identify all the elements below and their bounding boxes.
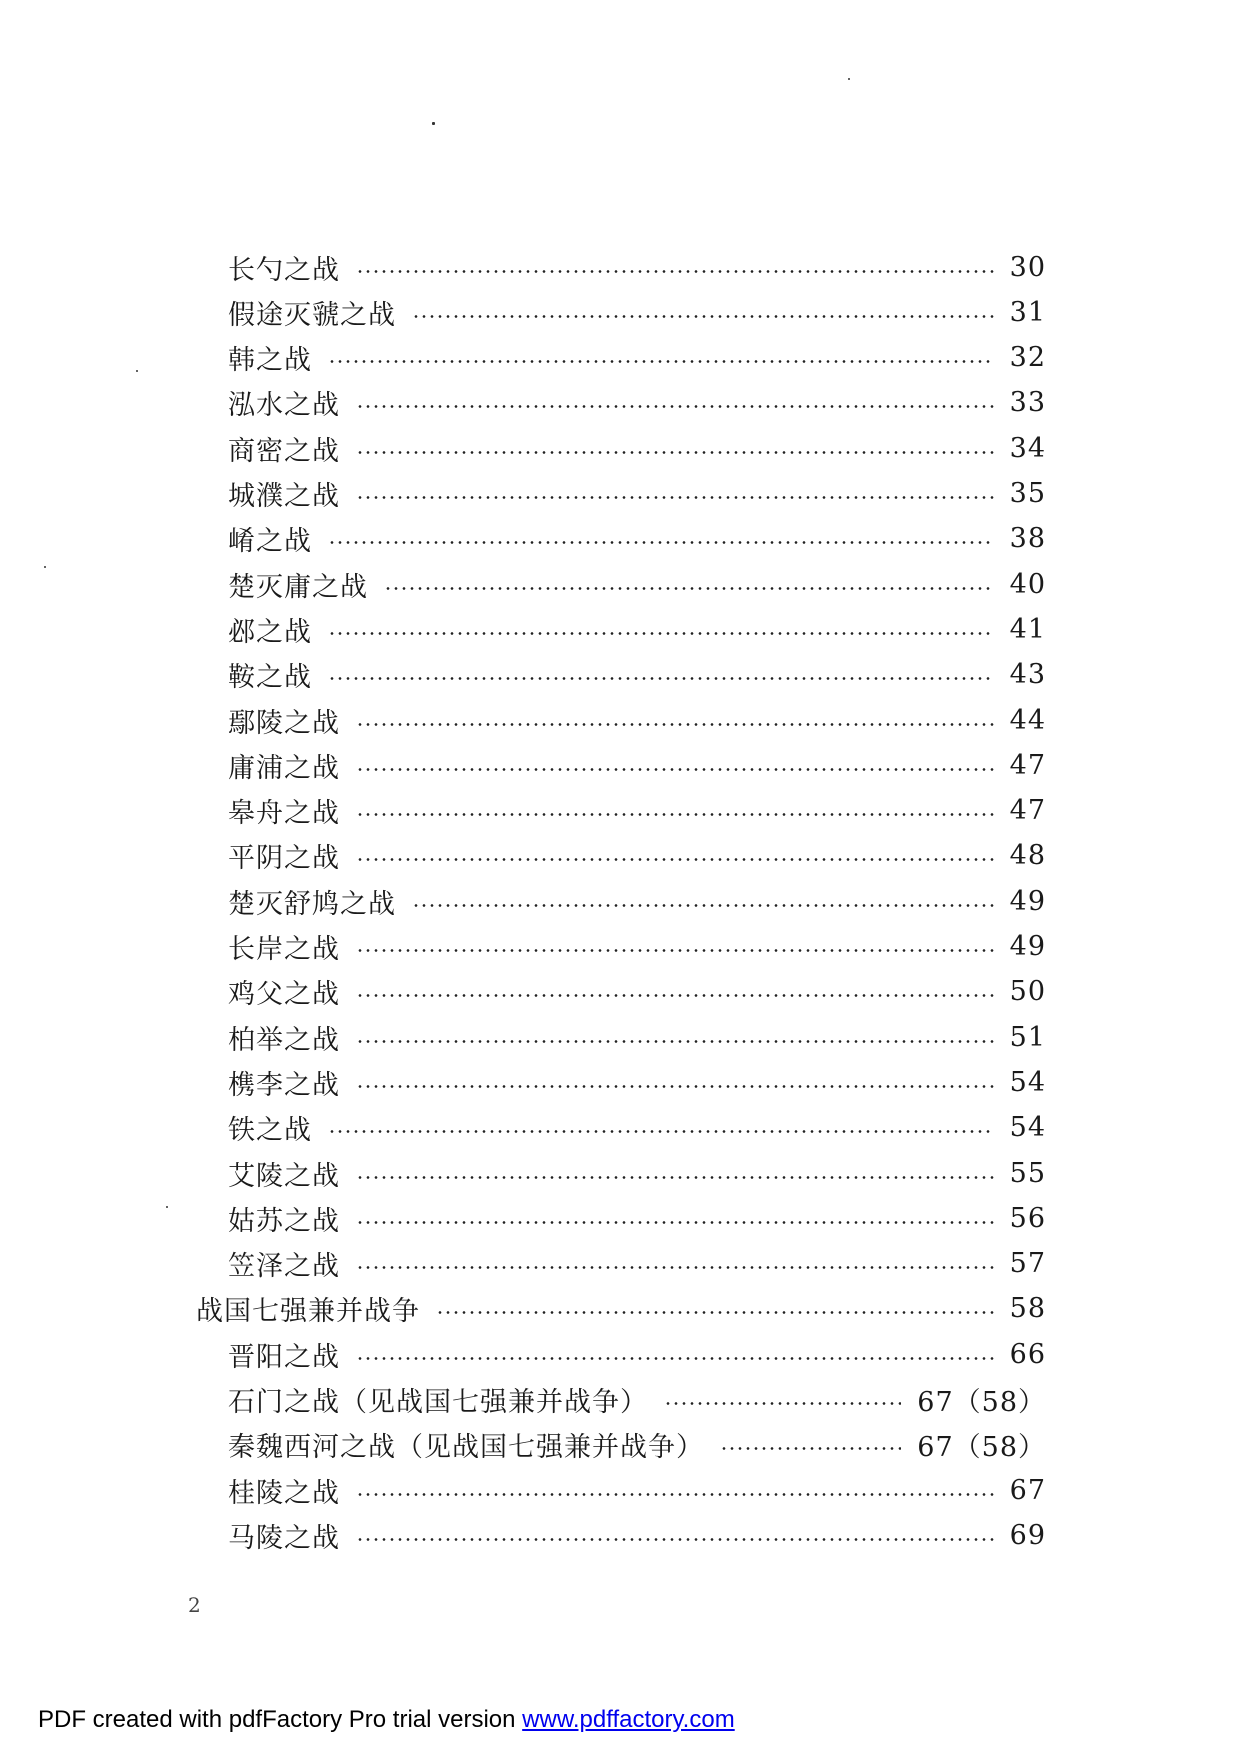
toc-entry (228, 1062, 1046, 1102)
toc-entry-title: 长岸之战 (228, 934, 340, 965)
toc-entry-page: 49 (1009, 885, 1046, 917)
dot-leader (356, 1266, 994, 1269)
toc-entry-page: 54 (1009, 1066, 1046, 1098)
toc-entry-page: 54 (1009, 1112, 1046, 1144)
dot-leader (436, 1311, 994, 1314)
dot-leader (356, 1357, 994, 1360)
page-number: 2 (188, 1593, 201, 1617)
scan-speck (432, 122, 435, 125)
dot-leader (384, 587, 994, 590)
dot-leader (328, 1130, 994, 1133)
scan-speck (848, 78, 850, 80)
dot-leader (328, 632, 994, 635)
dot-leader (356, 496, 994, 499)
toc-entry-title: 平阴之战 (228, 843, 340, 875)
dot-leader (328, 360, 994, 363)
toc-entry-page: 41 (1009, 613, 1046, 645)
toc-entry-title: 柏举之战 (228, 1024, 340, 1056)
toc-entry (228, 1198, 1046, 1238)
toc-entry-page: 40 (1009, 568, 1046, 600)
toc-entry (228, 1153, 1046, 1193)
toc-entry-page: 30 (1009, 251, 1046, 283)
toc-entry-title: 商密之战 (228, 435, 340, 467)
toc-entry-page: 32 (1009, 342, 1046, 374)
toc-entry-title: 楚灭庸之战 (228, 571, 368, 603)
toc-entry-page: 33 (1009, 387, 1046, 419)
toc-entry-page: 50 (1009, 976, 1046, 1008)
toc-entry (228, 292, 1046, 332)
toc-entry-page: 48 (1009, 840, 1046, 872)
dot-leader (356, 994, 994, 997)
toc-entry-page: 57 (1009, 1248, 1046, 1280)
toc-entry-page: 66 (1009, 1338, 1046, 1370)
toc-entry (228, 338, 1046, 378)
toc-entry (228, 881, 1046, 921)
toc-entry-title: 晋阳之战 (228, 1341, 340, 1373)
dot-leader (412, 315, 994, 318)
toc-entry-title: 崤之战 (228, 526, 312, 558)
scan-speck (44, 566, 46, 568)
toc-entry-title: 长勺之战 (228, 254, 340, 286)
toc-entry-title: 鸡父之战 (228, 979, 340, 1011)
toc-entry (228, 927, 1046, 967)
toc-entry-title: 鄢陵之战 (228, 707, 340, 739)
dot-leader (356, 1221, 994, 1224)
toc-entry (228, 836, 1046, 876)
dot-leader (356, 451, 994, 454)
toc-entry-page: 67（58） (917, 1432, 1046, 1464)
toc-entry-page: 55 (1009, 1157, 1046, 1189)
toc-entry-page: 69 (1009, 1519, 1046, 1551)
toc-entry-page: 38 (1009, 523, 1046, 555)
toc-entry (228, 791, 1046, 831)
toc-entry-title: 楚灭舒鸠之战 (228, 888, 396, 920)
footer-text: PDF created with pdfFactory Pro trial version (38, 1706, 523, 1733)
toc-entry (228, 383, 1046, 423)
dot-leader (328, 541, 994, 544)
toc-entry-title: 韩之战 (228, 345, 312, 377)
toc-entry (228, 519, 1046, 559)
toc-entry-page: 47 (1009, 795, 1046, 827)
toc-entry-title: 姑苏之战 (228, 1205, 340, 1237)
toc-entry (228, 1244, 1046, 1284)
dot-leader (356, 949, 994, 952)
toc-entry-title: 桂陵之战 (228, 1477, 340, 1509)
toc-entry-title: 邲之战 (228, 616, 312, 648)
dot-leader (328, 677, 994, 680)
toc-entry (228, 1515, 1046, 1555)
dot-leader (356, 768, 994, 771)
scan-speck (166, 1206, 168, 1208)
toc-entry-page: 51 (1009, 1021, 1046, 1053)
toc-entry-title: 战国七强兼并战争 (196, 1296, 420, 1328)
pdf-footer (38, 1706, 735, 1734)
toc-entry (228, 745, 1046, 785)
toc-entry-page: 67 (1009, 1474, 1046, 1506)
dot-leader (356, 1040, 994, 1043)
toc-entry (228, 1334, 1046, 1374)
toc-entry-page: 47 (1009, 749, 1046, 781)
toc-entry-title: 槜李之战 (228, 1069, 340, 1101)
dot-leader (664, 1402, 901, 1405)
toc-entry (228, 428, 1046, 468)
toc-entry (228, 1108, 1046, 1148)
toc-entry-title: 城濮之战 (228, 481, 340, 512)
toc-entry-title: 庸浦之战 (228, 752, 340, 784)
toc-entry-title: 泓水之战 (228, 390, 340, 422)
dot-leader (356, 1493, 994, 1496)
toc-entry (196, 1289, 1046, 1329)
dot-leader (356, 813, 994, 816)
toc-entry-page: 49 (1009, 931, 1046, 962)
dot-leader (412, 904, 994, 907)
dot-leader (356, 1176, 994, 1179)
toc-entry (228, 1017, 1046, 1057)
dot-leader (356, 858, 994, 861)
toc-entry (228, 972, 1046, 1012)
toc-entry (228, 700, 1046, 740)
toc-entry-page: 58 (1009, 1293, 1046, 1325)
toc-entry-title: 石门之战（见战国七强兼并战争） (228, 1387, 648, 1418)
dot-leader (356, 270, 994, 273)
dot-leader (356, 723, 994, 726)
dot-leader (720, 1447, 901, 1450)
toc-entry-title: 马陵之战 (228, 1522, 340, 1554)
dot-leader (356, 1085, 994, 1088)
toc-entry (228, 655, 1046, 695)
toc-entry-page: 43 (1009, 659, 1046, 691)
toc-entry (228, 609, 1046, 649)
toc-entry-title: 假途灭虢之战 (228, 299, 396, 331)
dot-leader (356, 1538, 994, 1541)
scan-speck (136, 370, 138, 372)
toc-entry-title: 艾陵之战 (228, 1160, 340, 1192)
toc-entry (228, 1380, 1046, 1420)
toc-entry-page: 31 (1009, 296, 1046, 328)
toc-entry-title: 鞍之战 (228, 662, 312, 694)
toc-entry-page: 67（58） (917, 1387, 1046, 1418)
toc-entry-title: 皋舟之战 (228, 798, 340, 830)
toc-entry-page: 44 (1009, 704, 1046, 736)
toc-entry (228, 474, 1046, 514)
toc-entry (228, 1425, 1046, 1465)
toc-entry-page: 56 (1009, 1202, 1046, 1234)
toc-entry-title: 笠泽之战 (228, 1251, 340, 1283)
toc-entry-title: 铁之战 (228, 1115, 312, 1147)
toc-entry-page: 35 (1009, 478, 1046, 509)
toc-entry (228, 564, 1046, 604)
pdffactory-link[interactable]: www.pdffactory.com (522, 1706, 735, 1733)
dot-leader (356, 405, 994, 408)
toc-entry (228, 1470, 1046, 1510)
toc-entry-page: 34 (1009, 432, 1046, 464)
toc-entry-title: 秦魏西河之战（见战国七强兼并战争） (228, 1432, 704, 1464)
toc-entry (228, 247, 1046, 287)
